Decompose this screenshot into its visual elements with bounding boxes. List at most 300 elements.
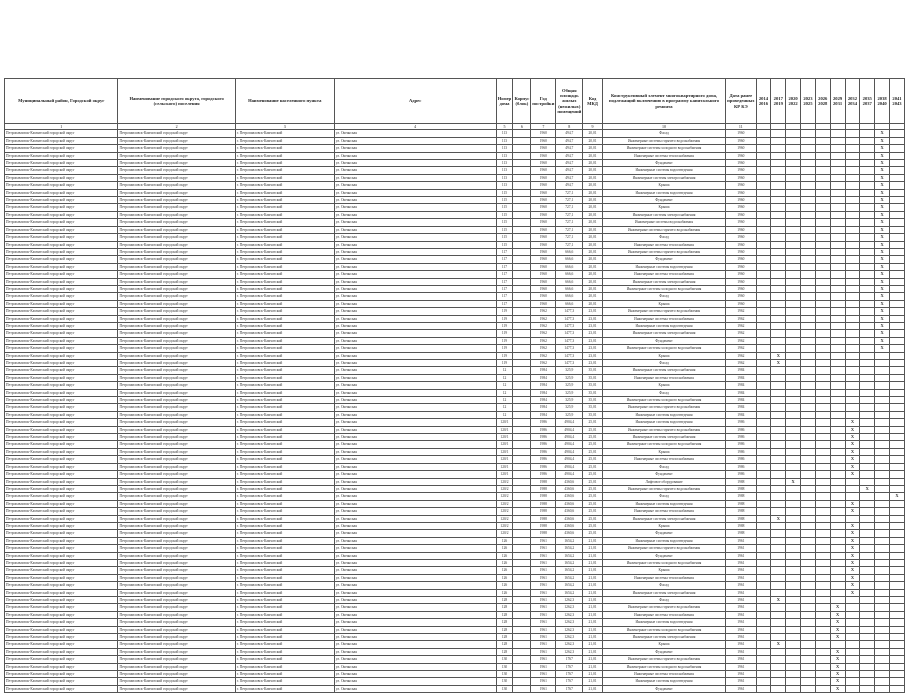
table-cell: Петропавловск-Камчатский городской округ xyxy=(118,293,235,300)
period-cell xyxy=(845,241,860,248)
table-cell: 1767 xyxy=(556,656,583,663)
period-cell xyxy=(801,434,816,441)
period-cell xyxy=(815,345,830,352)
period-cell xyxy=(786,219,801,226)
table-cell: 1960 xyxy=(531,219,556,226)
table-cell: Петропавловск-Камчатский городской округ xyxy=(118,174,235,181)
period-cell xyxy=(771,500,786,507)
table-cell: Петропавловск-Камчатский городской округ xyxy=(5,582,118,589)
table-cell: 1988 xyxy=(726,493,756,500)
table-cell: 1961 xyxy=(726,634,756,641)
table-cell: Петропавловск-Камчатский городской округ xyxy=(118,485,235,492)
table-cell: 1961 xyxy=(726,537,756,544)
period-cell xyxy=(889,337,904,344)
table-cell: 12 xyxy=(496,374,513,381)
period-cell xyxy=(845,411,860,418)
period-cell xyxy=(756,589,771,596)
period-cell xyxy=(875,582,890,589)
period-cell xyxy=(815,463,830,470)
table-cell: Петропавловск-Камчатский городской округ xyxy=(5,441,118,448)
table-cell: 1960 xyxy=(726,271,756,278)
table-cell: 1960 xyxy=(726,256,756,263)
table-cell: Фундамент xyxy=(602,197,725,204)
table-cell: 1962 xyxy=(531,322,556,329)
period-cell xyxy=(830,330,845,337)
period-cell: X xyxy=(771,515,786,522)
table-row xyxy=(5,241,905,248)
table-cell: 4360,6 xyxy=(556,530,583,537)
table-cell: 1961 xyxy=(531,552,556,559)
column-header: Конструктивный элемент многоквартирного дома, подлежащий включению в программу капитального ремонта xyxy=(602,79,725,124)
period-cell xyxy=(875,597,890,604)
table-cell: 126 xyxy=(496,567,513,574)
period-cell xyxy=(845,478,860,485)
table-cell: 1984 xyxy=(726,367,756,374)
table-cell xyxy=(513,434,531,441)
table-cell xyxy=(513,367,531,374)
table-cell: Петропавловск-Камчатский городской округ xyxy=(118,656,235,663)
table-cell xyxy=(513,522,531,529)
period-cell xyxy=(786,434,801,441)
period-cell xyxy=(786,663,801,670)
table-cell: ул. Океанская xyxy=(334,167,496,174)
table-cell: 1961 xyxy=(531,626,556,633)
table-cell: Петропавловск-Камчатский городской округ xyxy=(5,663,118,670)
period-cell xyxy=(830,597,845,604)
table-cell: Петропавловск-Камчатский городской округ xyxy=(118,456,235,463)
period-cell xyxy=(756,545,771,552)
table-cell: г. Петропавловск-Камчатский xyxy=(235,137,334,144)
period-cell: X xyxy=(875,182,890,189)
period-cell xyxy=(801,352,816,359)
period-cell xyxy=(815,404,830,411)
period-cell xyxy=(889,293,904,300)
table-cell: 727,1 xyxy=(556,241,583,248)
period-cell xyxy=(786,493,801,500)
table-cell: Петропавловск-Камчатский городской округ xyxy=(118,471,235,478)
column-header: 2023 2025 xyxy=(801,79,816,124)
table-cell: 1986 xyxy=(726,471,756,478)
table-cell: 12 xyxy=(496,404,513,411)
table-cell: ул. Океанская xyxy=(334,634,496,641)
period-cell xyxy=(815,248,830,255)
period-cell xyxy=(771,508,786,515)
period-cell: X xyxy=(875,293,890,300)
table-cell: г. Петропавловск-Камчатский xyxy=(235,515,334,522)
period-cell xyxy=(845,293,860,300)
period-cell xyxy=(815,478,830,485)
period-cell xyxy=(860,411,875,418)
table-cell: 666,6 xyxy=(556,285,583,292)
period-cell xyxy=(875,352,890,359)
table-cell: Петропавловск-Камчатский городской округ xyxy=(118,567,235,574)
table-cell: Инженерные системы водоотведения xyxy=(602,537,725,544)
table-cell: 1960 xyxy=(726,234,756,241)
table-cell: Петропавловск-Камчатский городской округ xyxy=(118,441,235,448)
period-cell xyxy=(771,604,786,611)
period-cell xyxy=(771,137,786,144)
period-cell xyxy=(771,589,786,596)
table-cell: 1984 xyxy=(726,374,756,381)
period-cell xyxy=(830,411,845,418)
table-cell: г. Петропавловск-Камчатский xyxy=(235,434,334,441)
table-cell: ул. Океанская xyxy=(334,456,496,463)
period-cell xyxy=(845,352,860,359)
table-row xyxy=(5,604,905,611)
table-cell: 1961 xyxy=(726,582,756,589)
table-cell: г. Петропавловск-Камчатский xyxy=(235,322,334,329)
period-cell xyxy=(801,145,816,152)
period-cell xyxy=(889,152,904,159)
table-cell: 113 xyxy=(496,167,513,174)
table-row xyxy=(5,152,905,159)
column-header: 2020 2022 xyxy=(786,79,801,124)
table-cell: Крыша xyxy=(602,204,725,211)
period-cell xyxy=(875,500,890,507)
period-cell xyxy=(771,226,786,233)
period-cell xyxy=(889,663,904,670)
period-cell xyxy=(801,685,816,692)
table-cell: 1960 xyxy=(726,197,756,204)
table-cell: 21,01 xyxy=(583,597,603,604)
table-cell: Петропавловск-Камчатский городской округ xyxy=(5,404,118,411)
table-cell: г. Петропавловск-Камчатский xyxy=(235,685,334,692)
table-cell: Петропавловск-Камчатский городской округ xyxy=(5,226,118,233)
table-cell: 4360,6 xyxy=(556,485,583,492)
table-cell: 113 xyxy=(496,152,513,159)
table-cell: 1477,3 xyxy=(556,360,583,367)
period-cell xyxy=(815,471,830,478)
table-cell: 666,6 xyxy=(556,256,583,263)
table-cell: ул. Океанская xyxy=(334,226,496,233)
period-cell xyxy=(756,448,771,455)
period-cell xyxy=(875,537,890,544)
table-cell: ул. Океанская xyxy=(334,160,496,167)
period-cell xyxy=(786,456,801,463)
period-cell xyxy=(801,537,816,544)
period-cell xyxy=(830,352,845,359)
period-cell: X xyxy=(830,656,845,663)
period-cell xyxy=(815,611,830,618)
table-cell: 25,01 xyxy=(583,508,603,515)
table-cell: Петропавловск-Камчатский городской округ xyxy=(5,352,118,359)
period-cell: X xyxy=(845,559,860,566)
table-cell: 130 xyxy=(496,685,513,692)
period-cell xyxy=(875,434,890,441)
table-cell: ул. Океанская xyxy=(334,537,496,544)
period-cell: X xyxy=(875,256,890,263)
table-cell: Петропавловск-Камчатский городской округ xyxy=(5,130,118,137)
table-row xyxy=(5,619,905,626)
table-row xyxy=(5,293,905,300)
period-cell xyxy=(801,419,816,426)
table-cell: 20,01 xyxy=(583,256,603,263)
table-cell: Петропавловск-Камчатский городской округ xyxy=(118,552,235,559)
table-cell: Петропавловск-Камчатский городской округ xyxy=(118,248,235,255)
period-cell xyxy=(889,508,904,515)
period-cell xyxy=(845,648,860,655)
table-cell: 1988 xyxy=(726,485,756,492)
table-row xyxy=(5,448,905,455)
period-cell xyxy=(756,174,771,181)
period-cell xyxy=(830,293,845,300)
table-cell: Петропавловск-Камчатский городской округ xyxy=(5,574,118,581)
table-cell: 20,01 xyxy=(583,263,603,270)
period-cell xyxy=(830,167,845,174)
period-cell: X xyxy=(771,352,786,359)
period-cell xyxy=(771,211,786,218)
table-cell: г. Петропавловск-Камчатский xyxy=(235,478,334,485)
period-cell xyxy=(786,189,801,196)
table-cell: г. Петропавловск-Камчатский xyxy=(235,537,334,544)
period-cell xyxy=(771,582,786,589)
table-cell: 25,01 xyxy=(583,478,603,485)
table-cell: Инженерные системы водоотведения xyxy=(602,678,725,685)
table-cell: 1961 xyxy=(726,567,756,574)
period-cell xyxy=(815,485,830,492)
period-cell xyxy=(860,522,875,529)
table-cell: 25,01 xyxy=(583,471,603,478)
table-cell: г. Петропавловск-Камчатский xyxy=(235,508,334,515)
table-cell: 494,7 xyxy=(556,130,583,137)
period-cell xyxy=(786,241,801,248)
table-cell: 128 xyxy=(496,611,513,618)
period-cell xyxy=(845,308,860,315)
table-cell xyxy=(513,137,531,144)
table-cell: Петропавловск-Камчатский городской округ xyxy=(5,626,118,633)
table-cell: 1477,3 xyxy=(556,315,583,322)
table-cell: 113 xyxy=(496,182,513,189)
table-cell xyxy=(513,197,531,204)
period-cell xyxy=(889,226,904,233)
period-cell xyxy=(786,271,801,278)
table-cell: 1961 xyxy=(726,604,756,611)
period-cell xyxy=(771,559,786,566)
table-cell: г. Петропавловск-Камчатский xyxy=(235,263,334,270)
table-cell: 1960 xyxy=(726,152,756,159)
period-cell: X xyxy=(889,493,904,500)
period-cell xyxy=(860,656,875,663)
period-cell xyxy=(815,241,830,248)
period-cell xyxy=(860,552,875,559)
period-cell xyxy=(889,204,904,211)
period-cell xyxy=(801,448,816,455)
period-cell xyxy=(771,256,786,263)
table-cell: г. Петропавловск-Камчатский xyxy=(235,471,334,478)
table-cell: Фасад xyxy=(602,597,725,604)
table-cell: Инженерные системы горячего водоснабжения xyxy=(602,137,725,144)
period-cell xyxy=(889,552,904,559)
period-cell xyxy=(771,160,786,167)
period-cell xyxy=(845,619,860,626)
period-cell xyxy=(845,234,860,241)
table-cell: ул. Океанская xyxy=(334,234,496,241)
period-cell xyxy=(830,493,845,500)
table-cell: Инженерные системы электроснабжения xyxy=(602,367,725,374)
period-cell xyxy=(786,626,801,633)
table-cell: 1960 xyxy=(531,137,556,144)
period-cell xyxy=(830,189,845,196)
table-cell: Петропавловск-Камчатский городской округ xyxy=(118,508,235,515)
table-cell: г. Петропавловск-Камчатский xyxy=(235,248,334,255)
period-cell xyxy=(756,411,771,418)
table-row xyxy=(5,182,905,189)
table-cell: 1767 xyxy=(556,663,583,670)
table-row xyxy=(5,322,905,329)
table-cell: 25,01 xyxy=(583,500,603,507)
period-cell xyxy=(786,278,801,285)
table-cell: 117 xyxy=(496,278,513,285)
period-cell xyxy=(875,641,890,648)
period-cell xyxy=(786,552,801,559)
period-cell xyxy=(889,537,904,544)
period-cell xyxy=(860,263,875,270)
column-number: 7 xyxy=(531,124,556,130)
table-cell xyxy=(513,515,531,522)
column-header: Наименование городского округа, городского (сельского) поселения xyxy=(118,79,235,124)
period-cell: X xyxy=(830,611,845,618)
table-cell: Петропавловск-Камчатский городской округ xyxy=(5,485,118,492)
table-cell: 1960 xyxy=(531,182,556,189)
period-cell xyxy=(860,374,875,381)
period-cell xyxy=(771,545,786,552)
table-cell xyxy=(513,582,531,589)
period-cell xyxy=(875,411,890,418)
table-cell: Петропавловск-Камчатский городской округ xyxy=(5,322,118,329)
table-cell: Инженерные системы электроснабжения xyxy=(602,174,725,181)
table-cell: Петропавловск-Камчатский городской округ xyxy=(5,234,118,241)
table-cell: г. Петропавловск-Камчатский xyxy=(235,293,334,300)
table-cell: 21,01 xyxy=(583,634,603,641)
table-cell: 35,01 xyxy=(583,389,603,396)
table-cell: ул. Океанская xyxy=(334,352,496,359)
column-header: Дата ранее проведенных КР КЭ xyxy=(726,79,756,124)
table-cell: 119 xyxy=(496,330,513,337)
table-cell: 1986 xyxy=(726,456,756,463)
period-cell xyxy=(830,308,845,315)
period-cell xyxy=(830,515,845,522)
period-cell xyxy=(830,211,845,218)
table-cell: 23,01 xyxy=(583,322,603,329)
period-cell: X xyxy=(845,522,860,529)
table-cell: Петропавловск-Камчатский городской округ xyxy=(5,219,118,226)
table-row xyxy=(5,567,905,574)
table-row xyxy=(5,508,905,515)
table-cell: 1654,2 xyxy=(556,589,583,596)
table-cell: ул. Океанская xyxy=(334,219,496,226)
period-cell xyxy=(815,589,830,596)
period-cell xyxy=(875,611,890,618)
period-cell xyxy=(860,641,875,648)
period-cell xyxy=(889,530,904,537)
table-cell: Инженерные системы водоотведения xyxy=(602,419,725,426)
period-cell xyxy=(845,182,860,189)
table-cell: 1988 xyxy=(531,530,556,537)
period-cell: X xyxy=(875,337,890,344)
table-cell: Петропавловск-Камчатский городской округ xyxy=(118,197,235,204)
table-cell xyxy=(513,589,531,596)
table-cell: ул. Океанская xyxy=(334,145,496,152)
table-cell: 25,01 xyxy=(583,522,603,529)
table-cell: ул. Океанская xyxy=(334,426,496,433)
table-cell: Фундамент xyxy=(602,471,725,478)
table-cell: 1961 xyxy=(531,641,556,648)
period-cell xyxy=(889,174,904,181)
period-cell: X xyxy=(845,463,860,470)
table-cell: ул. Океанская xyxy=(334,522,496,529)
table-row xyxy=(5,330,905,337)
period-cell: X xyxy=(845,441,860,448)
table-cell: 35,01 xyxy=(583,374,603,381)
period-cell: X xyxy=(845,530,860,537)
table-cell: 120/2 xyxy=(496,508,513,515)
table-cell: 20,01 xyxy=(583,160,603,167)
period-cell xyxy=(786,330,801,337)
table-cell: Петропавловск-Камчатский городской округ xyxy=(5,597,118,604)
table-cell: Петропавловск-Камчатский городской округ xyxy=(118,641,235,648)
table-cell: г. Петропавловск-Камчатский xyxy=(235,582,334,589)
column-header: Год постройки xyxy=(531,79,556,124)
table-cell: ул. Океанская xyxy=(334,656,496,663)
period-cell xyxy=(875,530,890,537)
period-cell xyxy=(830,248,845,255)
table-cell: 113 xyxy=(496,145,513,152)
period-cell xyxy=(830,500,845,507)
period-cell xyxy=(801,567,816,574)
table-cell: Инженерные системы теплоснабжения xyxy=(602,152,725,159)
table-cell: 120/2 xyxy=(496,522,513,529)
period-cell xyxy=(786,226,801,233)
table-cell: Петропавловск-Камчатский городской округ xyxy=(5,367,118,374)
table-cell: 1262,3 xyxy=(556,619,583,626)
table-row xyxy=(5,256,905,263)
period-cell xyxy=(815,597,830,604)
period-cell: X xyxy=(830,604,845,611)
table-cell: 21,01 xyxy=(583,545,603,552)
period-cell xyxy=(801,174,816,181)
period-cell xyxy=(860,574,875,581)
table-cell: Петропавловск-Камчатский городской округ xyxy=(118,145,235,152)
table-cell: Петропавловск-Камчатский городской округ xyxy=(118,130,235,137)
period-cell: X xyxy=(875,234,890,241)
table-cell: 1961 xyxy=(531,656,556,663)
table-cell: Петропавловск-Камчатский городской округ xyxy=(118,522,235,529)
period-cell xyxy=(860,493,875,500)
table-cell: ул. Океанская xyxy=(334,130,496,137)
table-cell xyxy=(513,160,531,167)
table-cell: Крыша xyxy=(602,182,725,189)
table-cell: ул. Океанская xyxy=(334,241,496,248)
table-cell: ул. Океанская xyxy=(334,685,496,692)
table-cell: Петропавловск-Камчатский городской округ xyxy=(5,160,118,167)
period-cell xyxy=(756,471,771,478)
table-cell: 1960 xyxy=(531,204,556,211)
period-cell xyxy=(845,278,860,285)
table-cell: Петропавловск-Камчатский городской округ xyxy=(5,315,118,322)
table-cell: ул. Океанская xyxy=(334,530,496,537)
period-cell xyxy=(830,278,845,285)
table-cell: 1960 xyxy=(531,211,556,218)
table-cell: Петропавловск-Камчатский городской округ xyxy=(118,634,235,641)
column-header: 2041 2043 xyxy=(889,79,904,124)
period-cell xyxy=(860,241,875,248)
table-cell: Петропавловск-Камчатский городской округ xyxy=(118,330,235,337)
table-cell xyxy=(513,678,531,685)
table-cell: 117 xyxy=(496,285,513,292)
table-cell: 23,01 xyxy=(583,315,603,322)
period-cell: X xyxy=(875,315,890,322)
period-cell xyxy=(860,367,875,374)
